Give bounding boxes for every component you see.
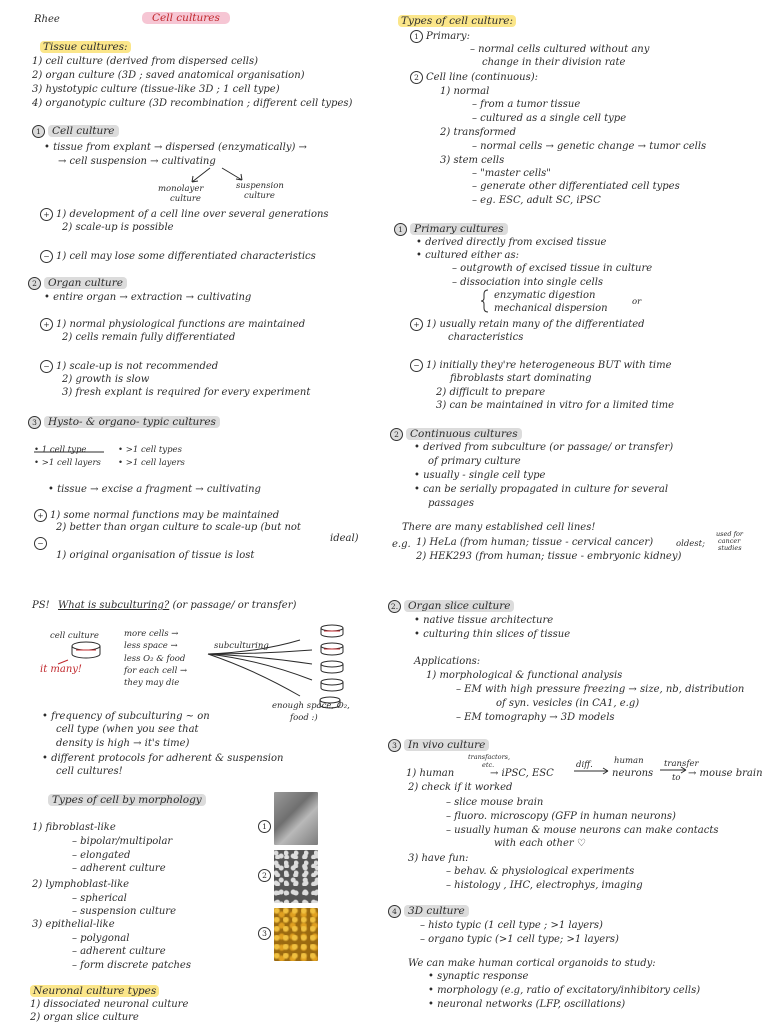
list-item: – normal cells → genetic change → tumor cells xyxy=(472,141,707,152)
subculturing-label: subculturing xyxy=(214,641,269,651)
text-line: • 1 cell type xyxy=(34,445,87,455)
minus-icon: − xyxy=(40,360,53,373)
cons-line: − 1) cell may lose some differentiated characteristics xyxy=(40,250,316,263)
text-line: more cells → xyxy=(124,629,179,639)
culture-dish-icon xyxy=(320,625,343,708)
text-line: or xyxy=(632,297,642,307)
text-line: neurons xyxy=(612,768,654,779)
text-line: with each other ♡ xyxy=(494,838,586,849)
plus-icon: + xyxy=(40,208,53,221)
text-line: passages xyxy=(428,498,475,509)
text-line: less O₂ & food xyxy=(124,654,186,664)
cons-line: − 1) scale-up is not recommended xyxy=(40,360,218,373)
cell-line-label: 2 Cell line (continuous): xyxy=(410,71,538,84)
pros-line: + 1) some normal functions may be maintained xyxy=(34,509,279,522)
text-line: of primary culture xyxy=(428,456,521,467)
tissue-heading: Tissue cultures: xyxy=(40,41,131,53)
monolayer-label: monolayer xyxy=(158,184,204,194)
text-line: • >1 cell types xyxy=(118,445,182,455)
text-line: – histology , IHC, electrophys, imaging xyxy=(446,880,643,891)
list-item: 1) cell culture (derived from dispersed cells) xyxy=(32,56,259,67)
list-item: 3) epithelial-like xyxy=(32,919,115,930)
it-many-label: it many! xyxy=(40,664,82,675)
pros-line: 2) scale-up is possible xyxy=(62,222,174,233)
image-number: 2 xyxy=(258,869,274,882)
slice-heading: 2. Organ slice culture xyxy=(388,600,514,613)
text-line: → cell suspension → cultivating xyxy=(58,156,216,167)
text-line: cell cultures! xyxy=(56,766,123,777)
list-item: 1) fibroblast-like xyxy=(32,822,116,833)
pros-line: 2) better than organ culture to scale-up (but not xyxy=(56,522,301,533)
text-line: • tissue → excise a fragment → cultivating xyxy=(48,484,261,495)
morphology-heading: Types of cell by morphology xyxy=(48,794,206,806)
cons-line: 1) original organisation of tissue is lost xyxy=(56,550,255,561)
list-item: – suspension culture xyxy=(72,906,177,917)
text-line: – histo typic (1 cell type ; >1 layers) xyxy=(420,920,603,931)
text-line: – fluoro. microscopy (GFP in human neurons) xyxy=(446,811,676,822)
list-item: 2) organ slice culture xyxy=(30,1012,139,1023)
types-heading: Types of cell culture: xyxy=(398,15,516,27)
invivo-heading: 3 In vivo culture xyxy=(388,739,489,752)
text-line: change in their division rate xyxy=(482,57,626,68)
text-line: transfactors, xyxy=(468,753,511,761)
author-name: Rhee xyxy=(34,14,60,25)
text-line: oldest; xyxy=(676,539,705,549)
text-line: etc. xyxy=(482,761,495,769)
text-line: – behav. & physiological experiments xyxy=(446,866,635,877)
text-line: • synaptic response xyxy=(428,971,529,982)
cons-line: fibroblasts start dominating xyxy=(450,373,592,384)
text-line: human xyxy=(614,756,644,766)
ps-question: What is subculturing? (or passage/ or transfer) xyxy=(58,600,297,611)
plus-icon: + xyxy=(410,318,423,331)
text-line: enough space, O₂, xyxy=(272,701,350,711)
suspension-label: culture xyxy=(244,191,275,201)
text-line: – organo typic (>1 cell type; >1 layers) xyxy=(420,934,619,945)
text-line: – normal cells cultured without any xyxy=(470,44,650,55)
text-line: of syn. vesicles (in CA1, e.g) xyxy=(496,698,640,709)
pros-line: ideal) xyxy=(330,533,359,544)
minus-icon: − xyxy=(34,537,50,550)
text-line: • can be serially propagated in culture for several xyxy=(414,484,669,495)
text-line: diff. xyxy=(576,760,593,770)
culture-dish-icon xyxy=(72,642,100,650)
ps-label: PS! xyxy=(32,600,50,611)
text-line: for each cell → xyxy=(124,666,188,676)
text-line: 3) have fun: xyxy=(408,853,469,864)
cons-line: 2) difficult to prepare xyxy=(436,387,546,398)
list-item: – elongated xyxy=(72,850,131,861)
list-item: 3) hystotypic culture (tissue-like 3D ; 1 cell type) xyxy=(32,84,280,95)
pros-line: + 1) usually retain many of the differentiated xyxy=(410,318,645,331)
text-line: cell type (when you see that xyxy=(56,724,199,735)
pros-line: + 1) development of a cell line over several generations xyxy=(40,208,329,221)
text-line: • tissue from explant → dispersed (enzymatically) → xyxy=(44,142,307,153)
list-item: – adherent culture xyxy=(72,946,166,957)
text-line: they may die xyxy=(124,678,180,688)
text-line: 1) HeLa (from human; tissue - cervical cancer) xyxy=(416,537,654,548)
text-line: – slice mouse brain xyxy=(446,797,544,808)
text-line: – outgrowth of excised tissue in culture xyxy=(452,263,653,274)
neuronal-heading: Neuronal culture types xyxy=(30,985,159,997)
text-line: • neuronal networks (LFP, oscillations) xyxy=(428,999,626,1010)
image-number: 1 xyxy=(258,820,274,833)
text-line: – EM with high pressure freezing → size, nb, distribution xyxy=(456,684,745,695)
list-item: – cultured as a single cell type xyxy=(472,113,627,124)
cell-culture-heading: 1 Cell culture xyxy=(32,125,119,138)
organ-culture-heading: 2 Organ culture xyxy=(28,277,127,290)
text-line: e.g. xyxy=(392,539,411,550)
text-line: density is high → it's time) xyxy=(56,738,190,749)
cons-line: 3) fresh explant is required for every experiment xyxy=(62,387,311,398)
minus-icon: − xyxy=(410,359,423,372)
text-line: • derived from subculture (or passage/ or transfer) xyxy=(414,442,674,453)
continuous-heading: 2 Continuous cultures xyxy=(390,428,522,441)
text-line: less space → xyxy=(124,641,178,651)
pros-line: 2) cells remain fully differentiated xyxy=(62,332,236,343)
text-line: mechanical dispersion xyxy=(494,303,608,314)
list-item: 3) stem cells xyxy=(440,155,505,166)
arrow-icon xyxy=(222,168,242,180)
list-item: – "master cells" xyxy=(472,168,551,179)
text-line: – EM tomography → 3D models xyxy=(456,712,615,723)
image-number: 3 xyxy=(258,927,274,940)
list-item: 1) normal xyxy=(440,86,490,97)
side-note: used for xyxy=(716,530,744,538)
cons-line: − 1) initially they're heterogeneous BUT with time xyxy=(410,359,672,372)
primary-label: 1 Primary: xyxy=(410,30,470,43)
text-line: → iPSC, ESC xyxy=(490,768,554,779)
list-item: – bipolar/multipolar xyxy=(72,836,173,847)
arrow-icon xyxy=(192,168,210,182)
list-item: 4) organotypic culture (3D recombination ; different cell types) xyxy=(32,98,353,109)
text-line: → mouse brain xyxy=(688,768,763,779)
pros-line: characteristics xyxy=(448,332,524,343)
list-item: 2) transformed xyxy=(440,127,517,138)
list-item: – from a tumor tissue xyxy=(472,99,581,110)
text-line: 2) check if it worked xyxy=(408,782,513,793)
text-line: • entire organ → extraction → cultivating xyxy=(44,292,252,303)
text-line: • >1 cell layers xyxy=(118,458,185,468)
text-line: to xyxy=(672,773,681,783)
plus-icon: + xyxy=(34,509,47,522)
side-note: studies xyxy=(718,544,742,552)
text-line: 1) human xyxy=(406,768,455,779)
list-item: – eg. ESC, adult SC, iPSC xyxy=(472,195,601,206)
list-item: – generate other differentiated cell types xyxy=(472,181,680,192)
primary-cultures-heading: 1 Primary cultures xyxy=(394,223,508,236)
side-note: cancer xyxy=(718,537,741,545)
list-item: 2) organ culture (3D ; saved anatomical organisation) xyxy=(32,70,305,81)
cons-line: 3) can be maintained in vitro for a limited time xyxy=(436,400,675,411)
text-line: food :) xyxy=(290,713,318,723)
text-line: • >1 cell layers xyxy=(34,458,101,468)
list-item: – spherical xyxy=(72,893,127,904)
text-line: There are many established cell lines! xyxy=(402,522,596,533)
text-line: • usually - single cell type xyxy=(414,470,546,481)
text-line: • different protocols for adherent & suspension xyxy=(42,753,284,764)
pros-line: + 1) normal physiological functions are maintained xyxy=(40,318,305,331)
text-line: • native tissue architecture xyxy=(414,615,554,626)
text-line: • frequency of subculturing ~ on xyxy=(42,711,210,722)
page-title: Cell cultures xyxy=(142,12,230,24)
bracket-icon xyxy=(481,290,488,312)
list-item: – polygonal xyxy=(72,933,130,944)
text-line: – dissociation into single cells xyxy=(452,277,604,288)
3d-heading: 4 3D culture xyxy=(388,905,469,918)
text-line: enzymatic digestion xyxy=(494,290,596,301)
minus-icon: − xyxy=(40,250,53,263)
list-item: – form discrete patches xyxy=(72,960,191,971)
list-item: – adherent culture xyxy=(72,863,166,874)
text-line: Applications: xyxy=(414,656,481,667)
text-line: transfer xyxy=(664,759,699,769)
suspension-label: suspension xyxy=(236,181,284,191)
text-line: We can make human cortical organoids to study: xyxy=(408,958,656,969)
plus-icon: + xyxy=(40,318,53,331)
cell-culture-label: cell culture xyxy=(50,631,99,641)
cons-line: 2) growth is slow xyxy=(62,374,150,385)
list-item: 2) lymphoblast-like xyxy=(32,879,130,890)
text-line: • derived directly from excised tissue xyxy=(416,237,607,248)
text-line: • morphology (e.g, ratio of excitatory/inhibitory cells) xyxy=(428,985,701,996)
list-item: 1) dissociated neuronal culture xyxy=(30,999,189,1010)
text-line: 2) HEK293 (from human; tissue - embryonic kidney) xyxy=(416,551,682,562)
text-line: • cultured either as: xyxy=(416,250,519,261)
text-line: 1) morphological & functional analysis xyxy=(426,670,623,681)
monolayer-label: culture xyxy=(170,194,201,204)
text-line: • culturing thin slices of tissue xyxy=(414,629,571,640)
histo-heading: 3 Hysto- & organo- typic cultures xyxy=(28,416,220,429)
text-line: – usually human & mouse neurons can make contacts xyxy=(446,825,719,836)
